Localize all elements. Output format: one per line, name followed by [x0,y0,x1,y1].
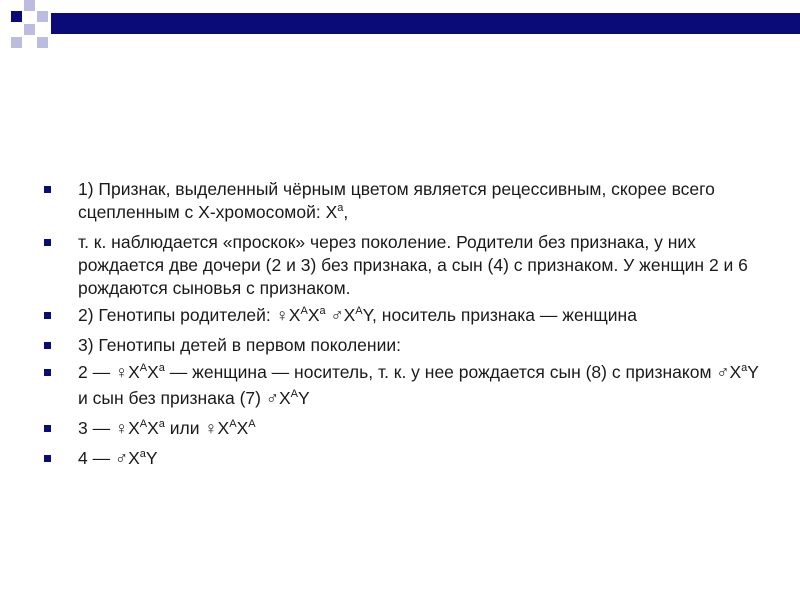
decor-square-navy [11,11,22,22]
text-run: 2) Генотипы родителей: ♀Х [78,305,301,325]
superscript-allele: А [300,305,308,317]
text-run: Х [147,362,159,382]
text-run: Y и сын без признака (7) ♂Х [78,362,759,408]
text-run: ♂Х [325,305,356,325]
bullet-marker-icon [44,369,51,376]
bullet-item [44,447,764,473]
text-run: Y [145,448,158,468]
bullet-text [78,448,158,468]
bullet-list [44,178,764,473]
text-run: 1) Признак, выделенный чёрным цветом является рецессивным, скорее всего сцепленным с Х-хромосомой: Х [78,179,715,222]
bullet-marker-icon [44,239,51,246]
bullet-marker-icon [44,342,51,349]
superscript-allele: а [158,418,165,430]
decor-square-lavender [37,37,48,48]
bullet-text [78,362,759,408]
decor-square-lavender [11,37,22,48]
bullet-item [44,417,764,443]
decor-square-lavender [37,11,48,22]
slide-body [44,178,764,477]
bullet-marker-icon [44,425,51,432]
text-run: Y [297,388,310,408]
bullet-text [78,232,748,298]
text-run: Х [236,418,249,438]
text-run: 3) Генотипы детей в первом поколении: [78,335,401,355]
decor-square-lavender [24,0,35,11]
bullet-marker-icon [44,455,51,462]
text-run: Y, носитель признака — женщина [362,305,637,325]
bullet-text [78,179,715,222]
text-run: 2 — ♀Х [78,362,140,382]
superscript-allele: А [290,388,298,400]
bullet-item [44,334,764,357]
superscript-allele: а [139,448,146,460]
text-run: Х [147,418,159,438]
bullet-text [78,305,637,325]
bullet-marker-icon [44,186,51,193]
superscript-allele: А [139,362,148,374]
superscript-allele: а [319,305,326,317]
bullet-text [78,335,401,355]
bullet-item [44,304,764,330]
superscript-allele: А [139,418,148,430]
slide-header-decoration [0,0,800,50]
bullet-text [78,418,256,438]
text-run: — женщина — носитель, т. к. у нее рождается сын (8) с признаком ♂Х [164,362,742,382]
text-run: т. к. наблюдается «проскок» через поколение. Родители без признака, у них рождается две дочери (2 и 3) без признака, а сын (4) с признаком. У женщин 2 и 6 рождаются сыновья с признаком. [78,232,748,298]
superscript-allele: а [158,362,165,374]
bullet-marker-icon [44,312,51,319]
bullet-item [44,178,764,227]
text-run: , [343,202,349,222]
text-run: или ♀Х [164,418,230,438]
bullet-item [44,231,764,300]
superscript-allele: а [741,362,748,374]
text-run: 4 — ♂Х [78,448,140,468]
superscript-allele: а [337,202,344,214]
text-run: 3 — ♀Х [78,418,140,438]
decor-square-lavender [24,24,35,35]
header-bar [51,13,800,34]
superscript-allele: А [248,418,256,430]
bullet-item [44,361,764,413]
text-run: Х [307,305,320,325]
superscript-allele: А [355,305,363,317]
superscript-allele: А [229,418,237,430]
